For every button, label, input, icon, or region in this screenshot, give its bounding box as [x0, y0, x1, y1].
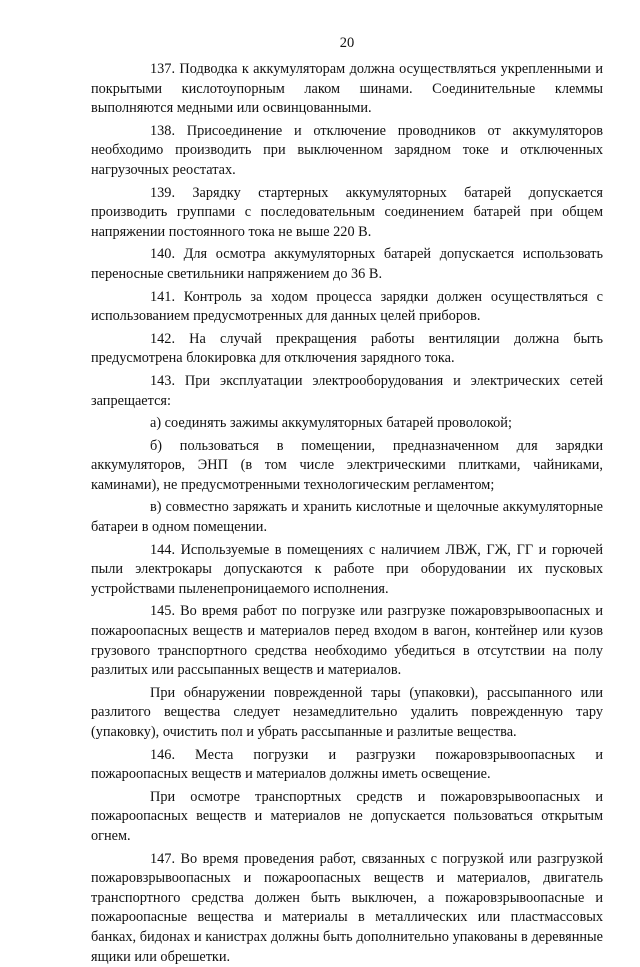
paragraph-141: 141. Контроль за ходом процесса зарядки должен осуществляться с использованием предусмотренных для данных целей приборов.: [91, 288, 603, 325]
paragraph-138: 138. Присоединение и отключение проводников от аккумуляторов необходимо производить при выключенном зарядном токе и отключенных нагрузочных реостатах.: [91, 122, 603, 178]
paragraph-137: 137. Подводка к аккумуляторам должна осуществляться укрепленными и покрытыми кислотоупорным лаком шинами. Соединительные клеммы выполняются медными или освинцованными.: [91, 61, 603, 117]
paragraph-146: 146. Места погрузки и разгрузки пожаровзрывоопасных и пожароопасных веществ и материалов должны иметь освещение.: [91, 746, 603, 783]
paragraph-145: 145. Во время работ по погрузке или разгрузке пожаровзрывоопасных и пожароопасных веществ и материалов перед входом в вагон, контейнер или кузов грузового транспортного средства необходимо убедиться в отсутствии на полу разлитых или рассыпанных веществ и материалов.: [91, 603, 603, 679]
page-number: 20: [339, 35, 355, 51]
list-item-143-b: б) пользоваться в помещении, предназначенном для зарядки аккумуляторов, ЭНП (в том числе электрическими плитками, чайниками, каминами), не предусмотренными технологическим регламентом;: [91, 437, 603, 493]
paragraph-139: 139. Зарядку стартерных аккумуляторных батарей допускается производить группами с последовательным соединением батарей при общем напряжении постоянного тока не выше 220 В.: [91, 184, 603, 240]
list-item-143-c: в) совместно заряжать и хранить кислотные и щелочные аккумуляторные батареи в одном помещении.: [91, 499, 603, 536]
paragraph-142: 142. На случай прекращения работы вентиляции должна быть предусмотрена блокировка для отключения зарядного тока.: [91, 330, 603, 367]
document-body: [91, 60, 603, 967]
paragraph-143: 143. При эксплуатации электрооборудования и электрических сетей запрещается:: [91, 372, 603, 409]
paragraph-146-continued: При осмотре транспортных средств и пожаровзрывоопасных и пожароопасных веществ и материалов не допускается пользоваться открытым огнем.: [91, 788, 603, 844]
paragraph-140: 140. Для осмотра аккумуляторных батарей допускается использовать переносные светильники напряжением до 36 В.: [91, 246, 603, 282]
paragraph-144: 144. Используемые в помещениях с наличием ЛВЖ, ГЖ, ГГ и горючей пыли электрокары допускаются к работе при оборудовании их пусковых устройствами пыленепроницаемого исполнения.: [91, 541, 603, 597]
list-item-143-a: а) соединять зажимы аккумуляторных батарей проволокой;: [150, 415, 512, 432]
paragraph-145-continued: При обнаружении поврежденной тары (упаковки), рассыпанного или разлитого вещества следует незамедлительно удалить поврежденную тару (упаковку), очистить пол и убрать рассыпанные и разлитые вещества.: [91, 684, 603, 740]
paragraph-147: 147. Во время проведения работ, связанных с погрузкой или разгрузкой пожаровзрывоопасных и пожароопасных веществ и материалов, двигатель транспортного средства должен быть выключен, а пожаровзрывоопасные и пожароопасные вещества и материалы в металлических или пластмассовых банках, бидонах и канистрах должны быть дополнительно упакованы в деревянные ящики или обрешетки.: [91, 850, 603, 965]
